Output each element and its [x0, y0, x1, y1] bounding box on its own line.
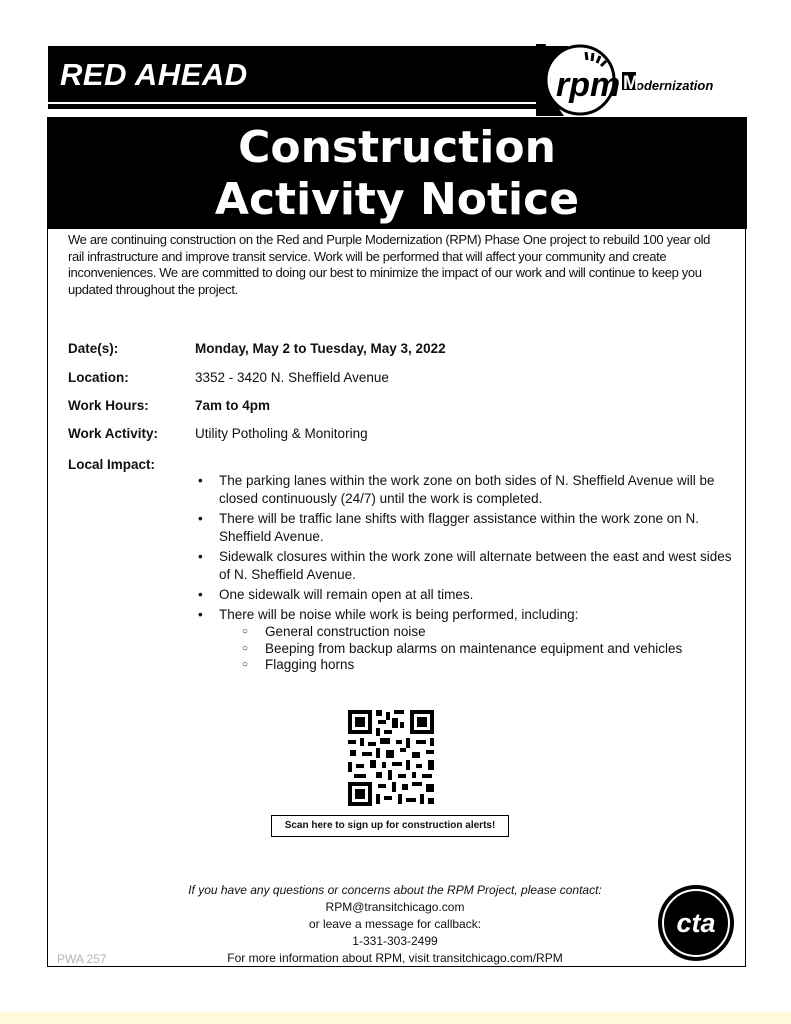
noise-sub-list: [219, 624, 736, 674]
contact-intro: If you have any questions or concerns about the RPM Project, please contact:: [188, 883, 602, 897]
cta-logo-text: cta: [676, 908, 716, 938]
impact-item: • The parking lanes within the work zone on both sides of N. Sheffield Avenue will be closed continuously (24/7) until the work is completed.: [196, 472, 736, 508]
location-value: 3352 - 3420 N. Sheffield Avenue: [195, 370, 389, 385]
qr-caption: Scan here to sign up for construction alerts!: [271, 815, 509, 837]
local-impact-label: Local Impact:: [68, 457, 156, 472]
noise-item: ○ Flagging horns: [265, 657, 736, 674]
work-hours-value: 7am to 4pm: [195, 398, 271, 413]
work-hours-label: Work Hours:: [68, 398, 149, 413]
page-bottom-strip: [0, 1012, 791, 1024]
cta-logo: [656, 883, 736, 963]
impact-item: • Sidewalk closures within the work zone will alternate between the east and west sides of N. Sheffield Avenue.: [196, 548, 736, 584]
work-activity-label: Work Activity:: [68, 426, 159, 441]
dates-value: Monday, May 2 to Tuesday, May 3, 2022: [195, 341, 446, 356]
noise-item: ○ General construction noise: [265, 624, 736, 641]
more-info-line: For more information about RPM, visit transitchicago.com/RPM: [227, 951, 563, 965]
location-label: Location:: [68, 370, 129, 385]
rpm-logo-mark: rpm: [556, 66, 621, 104]
intro-paragraph: We are continuing construction on the Red and Purple Modernization (RPM) Phase One project to rebuild 100 year old rail infrastructure and improve transit service. Work will be performed that will affect your community and create inconveniences. We are committed to doing our best to minimize the impact of our work and will continue to keep you updated throughout the project.: [68, 232, 711, 297]
contact-email[interactable]: RPM@transitchicago.com: [325, 900, 465, 914]
title-line-2: Activity Notice: [214, 174, 580, 225]
contact-callback: or leave a message for callback:: [308, 917, 482, 931]
rpm-modernization-logo: [536, 44, 746, 116]
noise-item: ○ Beeping from backup alarms on maintenance equipment and vehicles: [265, 641, 736, 658]
impact-noise-text: There will be noise while work is being performed, including:: [219, 607, 579, 622]
dates-label: Date(s):: [68, 341, 119, 356]
qr-code[interactable]: [346, 708, 436, 808]
contact-phone[interactable]: 1-331-303-2499: [352, 934, 438, 948]
svg-text:M: M: [623, 73, 639, 94]
red-ahead-logo-text: RED AHEAD: [60, 57, 248, 92]
impact-item: • There will be traffic lane shifts with flagger assistance within the work zone on N. Sheffield Avenue.: [196, 510, 736, 546]
work-activity-value: Utility Potholing & Monitoring: [195, 426, 368, 441]
form-code: PWA 257: [57, 952, 107, 966]
impact-item-noise: [196, 606, 736, 674]
rpm-logo-suffix: odernization: [636, 78, 714, 93]
impact-item: • One sidewalk will remain open at all times.: [196, 586, 736, 604]
local-impact-list: [196, 472, 736, 676]
header-rule: [48, 104, 568, 109]
title-line-1: Construction: [238, 122, 556, 173]
